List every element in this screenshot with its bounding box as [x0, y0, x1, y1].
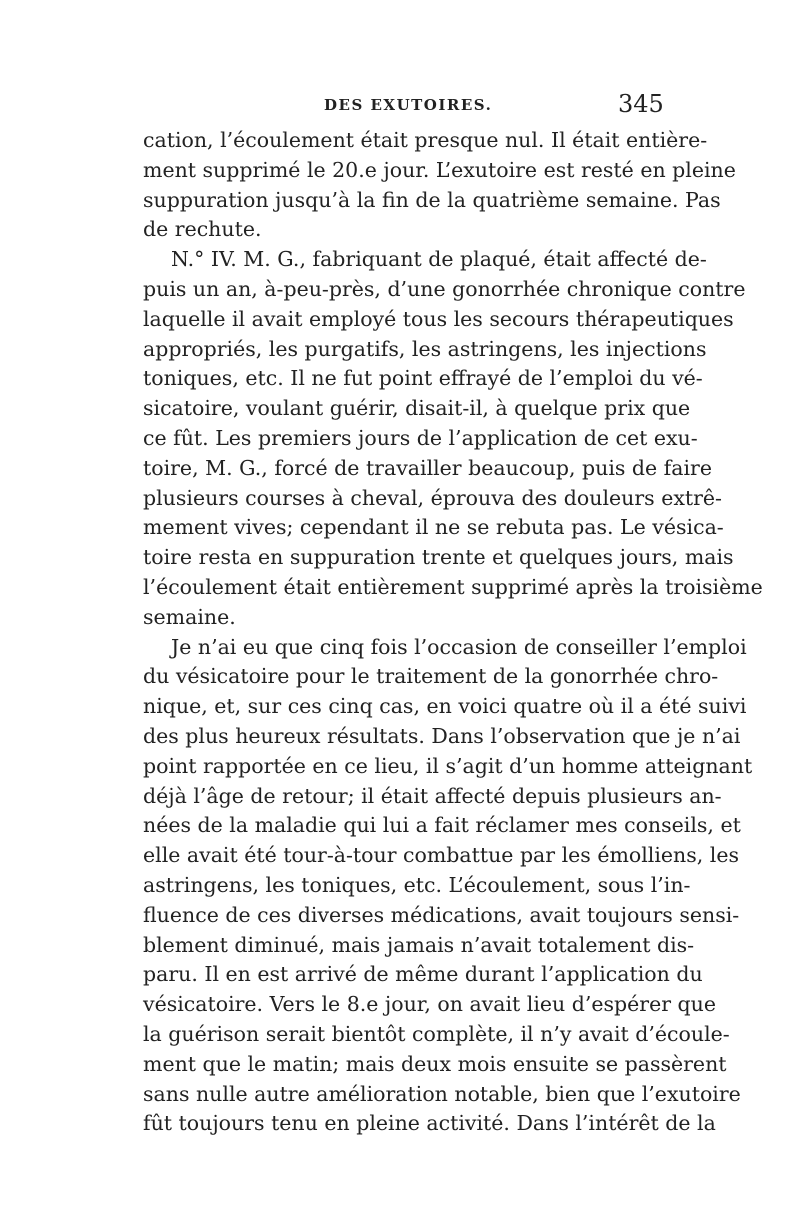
page-number: 345 — [618, 90, 664, 118]
text-line: sans nulle autre amélioration notable, bien que l’exutoire — [143, 1081, 741, 1106]
body-text — [143, 126, 763, 1139]
text-line: elle avait été tour-à-tour combattue par les émolliens, les — [143, 843, 740, 868]
text-line: plusieurs courses à cheval, éprouva des douleurs extrê- — [143, 485, 722, 510]
text-line: de rechute. — [143, 217, 262, 242]
text-line: fût toujours tenu en pleine activité. Dans l’intérêt de la — [143, 1111, 716, 1136]
text-line: cation, l’écoulement était presque nul. Il était entière- — [143, 128, 708, 152]
text-line: fluence de ces diverses médications, avait toujours sensi- — [143, 902, 740, 927]
text-line: puis un an, à-peu-près, d’une gonorrhée chronique contre — [143, 276, 746, 301]
text-line: blement diminué, mais jamais n’avait totalement dis- — [143, 932, 695, 957]
running-head: DES EXUTOIRES. — [324, 96, 493, 114]
text-line: point rapportée en ce lieu, il s’agit d’un homme atteignant — [143, 753, 753, 778]
text-line: ce fût. Les premiers jours de l’application de cet exu- — [143, 425, 698, 450]
text-line: nées de la maladie qui lui a fait réclamer mes conseils, et — [143, 813, 741, 838]
text-line: paru. Il en est arrivé de même durant l’application du — [143, 962, 703, 987]
text-line: ment que le matin; mais deux mois ensuite se passèrent — [143, 1051, 727, 1076]
text-line: astringens, les toniques, etc. L’écoulement, sous l’in- — [143, 872, 691, 897]
text-line: toire, M. G., forcé de travailler beaucoup, puis de faire — [143, 455, 712, 480]
text-line: sicatoire, voulant guérir, disait-il, à quelque prix que — [143, 396, 691, 421]
text-line: ment supprimé le 20.e jour. L’exutoire est resté en pleine — [143, 157, 736, 182]
text-line: la guérison serait bientôt complète, il n’y avait d’écoule- — [143, 1021, 730, 1046]
text-line: semaine. — [143, 604, 236, 629]
text-line: déjà l’âge de retour; il était affecté depuis plusieurs an- — [143, 783, 722, 808]
text-line: l’écoulement était entièrement supprimé après la troisième — [143, 574, 763, 599]
text-line: suppuration jusqu’à la fin de la quatrième semaine. Pas — [143, 187, 721, 212]
text-line: laquelle il avait employé tous les secours thérapeutiques — [143, 306, 734, 331]
text-line: toire resta en suppuration trente et quelques jours, mais — [143, 545, 734, 570]
text-line: du vésicatoire pour le traitement de la gonorrhée chro- — [143, 664, 719, 689]
text-line: des plus heureux résultats. Dans l’observation que je n’ai — [143, 723, 741, 748]
paragraph-start-line: Je n’ai eu que cinq fois l’occasion de conseiller l’emploi — [171, 634, 747, 659]
text-line: vésicatoire. Vers le 8.e jour, on avait lieu d’espérer que — [143, 992, 716, 1017]
paragraph-start-line: N.° IV. M. G., fabriquant de plaqué, était affecté de- — [171, 247, 707, 272]
text-line: appropriés, les purgatifs, les astringens, les injections — [143, 336, 707, 361]
text-line: mement vives; cependant il ne se rebuta pas. Le vésica- — [143, 515, 724, 540]
text-line: toniques, etc. Il ne fut point effrayé de l’emploi du vé- — [143, 366, 703, 391]
text-line: nique, et, sur ces cinq cas, en voici quatre où il a été suivi — [143, 694, 747, 719]
